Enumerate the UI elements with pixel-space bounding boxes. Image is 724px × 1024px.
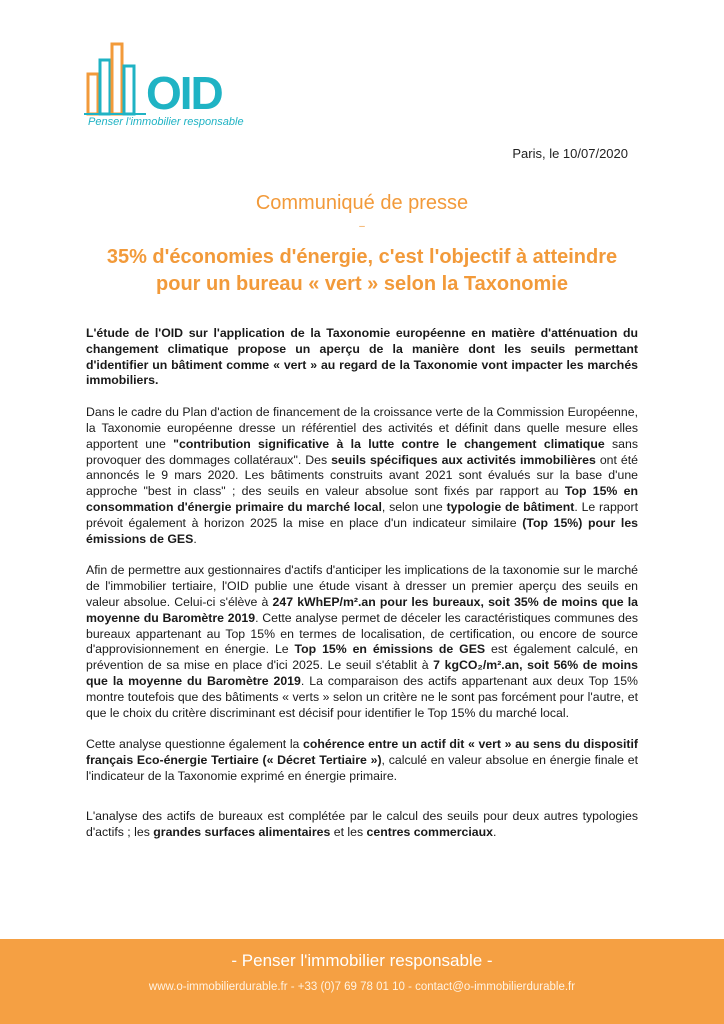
text-span: L'analyse des actifs de bureaux est complétée par le calcul des seuils pour deux autres typologies d'actifs ; les <box>86 808 638 839</box>
text-span: ont été annoncés le 9 mars 2020. Les bâtiments construits avant 2021 sont évalués sur la base d'une approche "best in class" ; des seuils en valeur absolue sont fixés par rapport au <box>86 452 638 499</box>
footer-slogan: - Penser l'immobilier responsable - <box>231 951 493 970</box>
text-span: et les <box>330 824 367 839</box>
paragraph-coherence <box>86 737 638 784</box>
title-line-1: 35% d'économies d'énergie, c'est l'objectif à atteindre <box>106 246 618 268</box>
press-title <box>70 244 654 298</box>
press-kicker: Communiqué de presse <box>255 192 469 214</box>
building-logo-icon <box>84 40 154 116</box>
text-span: . Le rapport prévoit également à horizon 2025 la mise en place d'un indicateur similaire <box>86 499 638 530</box>
text-span: Cette analyse questionne également la <box>86 737 304 752</box>
logo-tagline: Penser l'immobilier responsable <box>88 116 244 128</box>
paragraph-study <box>86 563 638 721</box>
logo-wordmark: OID <box>146 67 222 119</box>
paragraph-context <box>86 405 638 547</box>
text-span: , selon une <box>381 499 447 514</box>
bold-span: Top 15% en consommation d'énergie primaire du marché local <box>86 484 638 514</box>
bold-span: Top 15% en émissions de GES <box>294 642 486 657</box>
bold-span: 247 kWhEP/m².an pour les bureaux, soit 35% de moins que la moyenne du Baromètre 2019 <box>86 594 639 625</box>
paragraph-other-assets <box>86 809 638 841</box>
text-span: , calculé en valeur absolue en énergie finale et l'indicateur de la Taxonomie exprimé en énergie primaire. <box>86 753 638 783</box>
footer-contact-info[interactable]: www.o-immobilierdurable.fr - +33 (0)7 69 78 01 10 - contact@o-immobilierdurable.fr <box>148 981 576 993</box>
text-span: Dans le cadre du Plan d'action de financement de la croissance verte de la Commission Européenne, la Taxonomie européenne dresse un référentiel des activités et définit dans quelle mesure elles apportent une <box>86 405 638 451</box>
text-span: . La comparaison des actifs appartenant aux deux Top 15% montre toutefois que des bâtiments « verts » selon un critère ne le sont pas forcément pour l'autre, et que le choix du critère discriminant est décisif pour identifier le Top 15% du marché local. <box>86 673 638 720</box>
oid-logo <box>84 40 264 132</box>
text-span: Afin de permettre aux gestionnaires d'actifs d'anticiper les implications de la taxonomie sur le marché de l'immobilier tertiaire, l'OID publie une étude visant à dresser un premier aperçu des seuils en valeur absolue. Celui-ci s'élève à <box>86 563 638 609</box>
bold-span: seuils spécifiques aux activités immobilières <box>331 452 596 467</box>
text-span: . <box>493 824 497 839</box>
press-date: Paris, le 10/07/2020 <box>512 146 628 161</box>
intro-paragraph: L'étude de l'OID sur l'application de la Taxonomie européenne en matière d'atténuation du changement climatique propose un aperçu de la manière dont les seuils permettant d'identifier un bâtiment comme « vert » au regard de la Taxonomie vont impacter les marchés immobiliers. <box>86 326 638 388</box>
text-span: est également calculé, en prévention de sa mise en place d'ici 2025. Le seuil s'établit à <box>86 642 638 673</box>
press-body <box>86 326 638 856</box>
bold-span: centres commerciaux <box>366 824 493 839</box>
title-line-2: pour un bureau « vert » selon la Taxonomie <box>156 273 568 295</box>
bold-span: "contribution significative à la lutte contre le changement climatique <box>173 436 605 451</box>
bold-span: grandes surfaces alimentaires <box>153 824 331 839</box>
bold-span: 7 kgCO₂/m².an, soit 56% de moins que la moyenne du Baromètre 2019 <box>86 658 638 688</box>
text-span: . <box>193 531 197 546</box>
text-span: . Cette analyse permet de déceler les caractéristiques communes des bureaux appartenant au Top 15% en termes de localisation, de certification, ou encore de source d'approvisionnement en énergie. Le <box>86 610 638 657</box>
bold-span: typologie de bâtiment <box>446 499 575 514</box>
title-separator: – <box>359 221 365 232</box>
bold-span: (Top 15%) pour les émissions de GES <box>86 515 638 546</box>
text-span: sans provoquer des dommages collatéraux". Des <box>86 436 638 467</box>
bold-span: cohérence entre un actif dit « vert » au sens du dispositif français Eco-énergie Tertiaire (« Décret Tertiaire ») <box>86 737 638 768</box>
footer-band <box>0 939 724 1024</box>
